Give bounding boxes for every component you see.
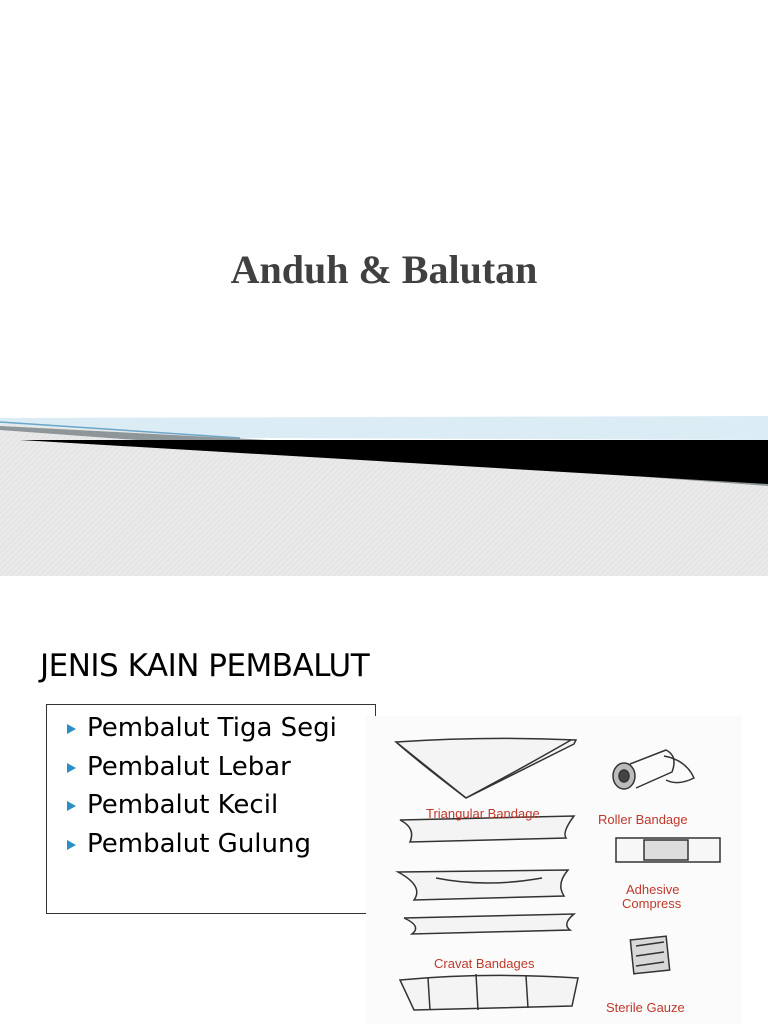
bandage-illustration <box>366 716 742 1024</box>
list-item <box>65 709 337 748</box>
bullet-box <box>46 704 376 914</box>
caption-cravat: Cravat Bandages <box>434 956 535 971</box>
bullet-arrow-icon <box>67 801 76 811</box>
sterile-gauze-drawing <box>630 936 669 974</box>
list-item <box>65 825 337 864</box>
list-item <box>65 748 337 787</box>
cravat-bandage-drawing <box>398 816 578 1010</box>
roller-bandage-drawing <box>613 750 694 789</box>
bullet-list <box>65 709 337 863</box>
bullet-arrow-icon <box>67 724 76 734</box>
caption-roller: Roller Bandage <box>598 812 688 827</box>
bullet-text: Pembalut Gulung <box>87 828 311 859</box>
bullet-arrow-icon <box>67 763 76 773</box>
slide-title: Anduh & Balutan <box>230 247 538 292</box>
bullet-text: Pembalut Lebar <box>87 751 291 782</box>
caption-triangular: Triangular Bandage <box>426 806 540 821</box>
bullet-text: Pembalut Tiga Segi <box>87 713 337 743</box>
slide-heading: JENIS KAIN PEMBALUT <box>40 648 370 684</box>
bullet-text: Pembalut Kecil <box>87 790 279 820</box>
bullet-arrow-icon <box>67 840 76 850</box>
caption-adhesive-1: Adhesive <box>626 882 680 897</box>
list-item <box>65 786 337 825</box>
adhesive-compress-drawing <box>616 838 720 862</box>
decorative-band <box>0 400 768 576</box>
content-slide <box>0 576 768 1024</box>
triangular-bandage-drawing <box>396 738 576 798</box>
caption-adhesive-2: Compress <box>622 896 682 911</box>
caption-gauze: Sterile Gauze <box>606 1000 685 1015</box>
